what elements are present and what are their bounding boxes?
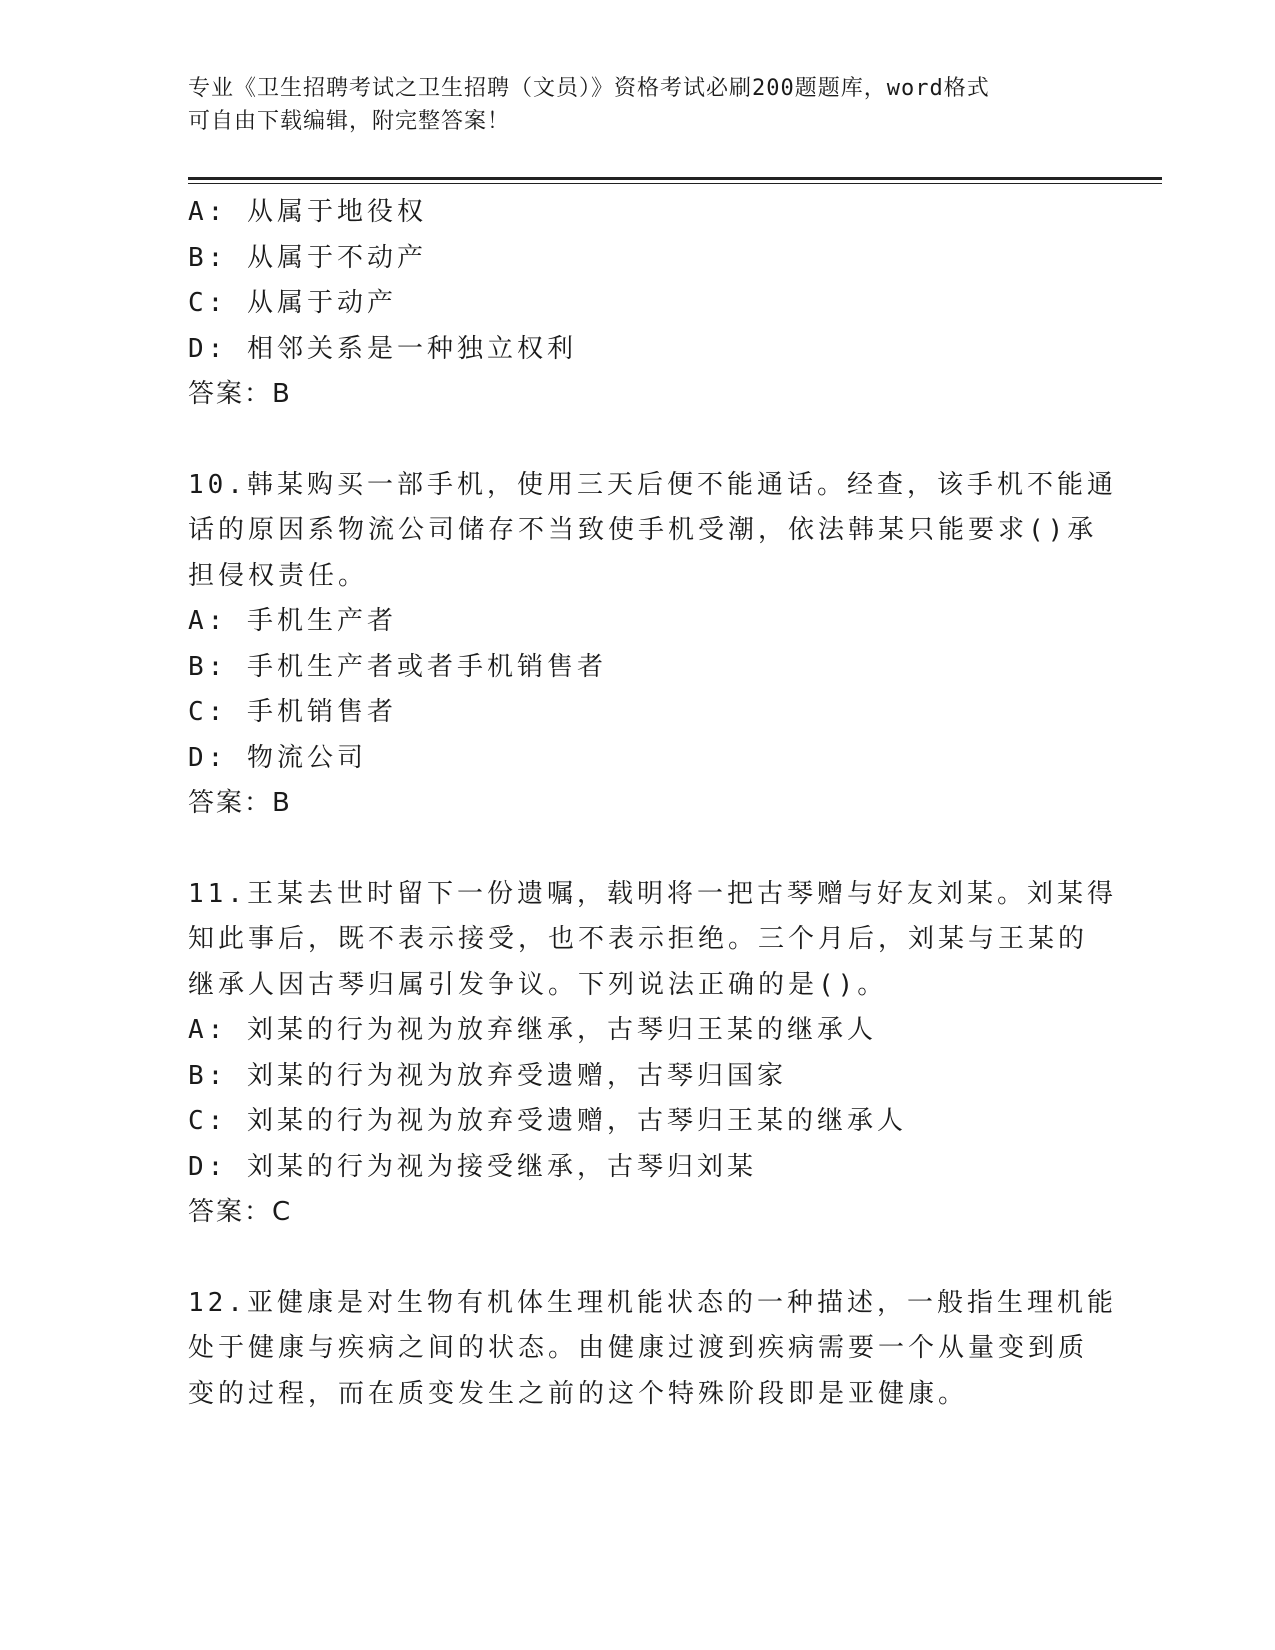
answer-line: 答案：C	[188, 1197, 293, 1227]
option-b: B: 手机生产者或者手机销售者	[188, 651, 607, 682]
option-c: C: 刘某的行为视为放弃受遗赠，古琴归王某的继承人	[188, 1106, 907, 1136]
question-stem-line: 继承人因古琴归属引发争议。下列说法正确的是()。	[188, 969, 888, 1000]
question-stem-line: 知此事后，既不表示接受，也不表示拒绝。三个月后，刘某与王某的	[188, 924, 1089, 954]
question-stem-line: 变的过程，而在质变发生之前的这个特殊阶段即是亚健康。	[188, 1378, 969, 1409]
option-d: D: 刘某的行为视为接受继承，古琴归刘某	[188, 1151, 757, 1182]
question-stem-line: 10.韩某购买一部手机，使用三天后便不能通话。经查，该手机不能通	[188, 469, 1117, 500]
question-9	[188, 190, 1078, 418]
header-line-1: 专业《卫生招聘考试之卫生招聘（文员）》资格考试必刷200题题库，word格式	[188, 76, 990, 101]
option-d: D: 相邻关系是一种独立权利	[188, 333, 577, 364]
question-10	[188, 463, 1117, 827]
document-body	[188, 190, 1117, 1417]
option-a: A: 刘某的行为视为放弃继承，古琴归王某的继承人	[188, 1015, 877, 1045]
question-stem-line: 处于健康与疾病之间的状态。由健康过渡到疾病需要一个从量变到质	[188, 1333, 1089, 1363]
option-b: B: 从属于不动产	[188, 242, 427, 273]
option-a: A: 手机生产者	[188, 606, 397, 636]
question-stem-line: 11.王某去世时留下一份遗嘱，载明将一把古琴赠与好友刘某。刘某得	[188, 878, 1117, 909]
answer-line: 答案：B	[188, 788, 292, 818]
option-c: C: 手机销售者	[188, 697, 397, 727]
question-12	[188, 1281, 1117, 1418]
option-b: B: 刘某的行为视为放弃受遗赠，古琴归国家	[188, 1060, 787, 1091]
header-line-2: 可自由下载编辑，附完整答案！	[188, 109, 511, 134]
question-stem-line: 话的原因系物流公司储存不当致使手机受潮，依法韩某只能要求()承	[188, 515, 1098, 545]
option-c: C: 从属于动产	[188, 288, 397, 318]
option-a: A: 从属于地役权	[188, 197, 427, 227]
header-divider-thick	[188, 177, 1162, 180]
question-11	[188, 872, 1117, 1236]
question-stem-line: 担侵权责任。	[188, 560, 369, 591]
answer-line: 答案：B	[188, 379, 292, 409]
option-d: D: 物流公司	[188, 742, 367, 773]
header-divider-thin	[188, 183, 1162, 184]
question-stem-line: 12.亚健康是对生物有机体生理机能状态的一种描述，一般指生理机能	[188, 1287, 1117, 1318]
document-header	[188, 72, 1078, 138]
